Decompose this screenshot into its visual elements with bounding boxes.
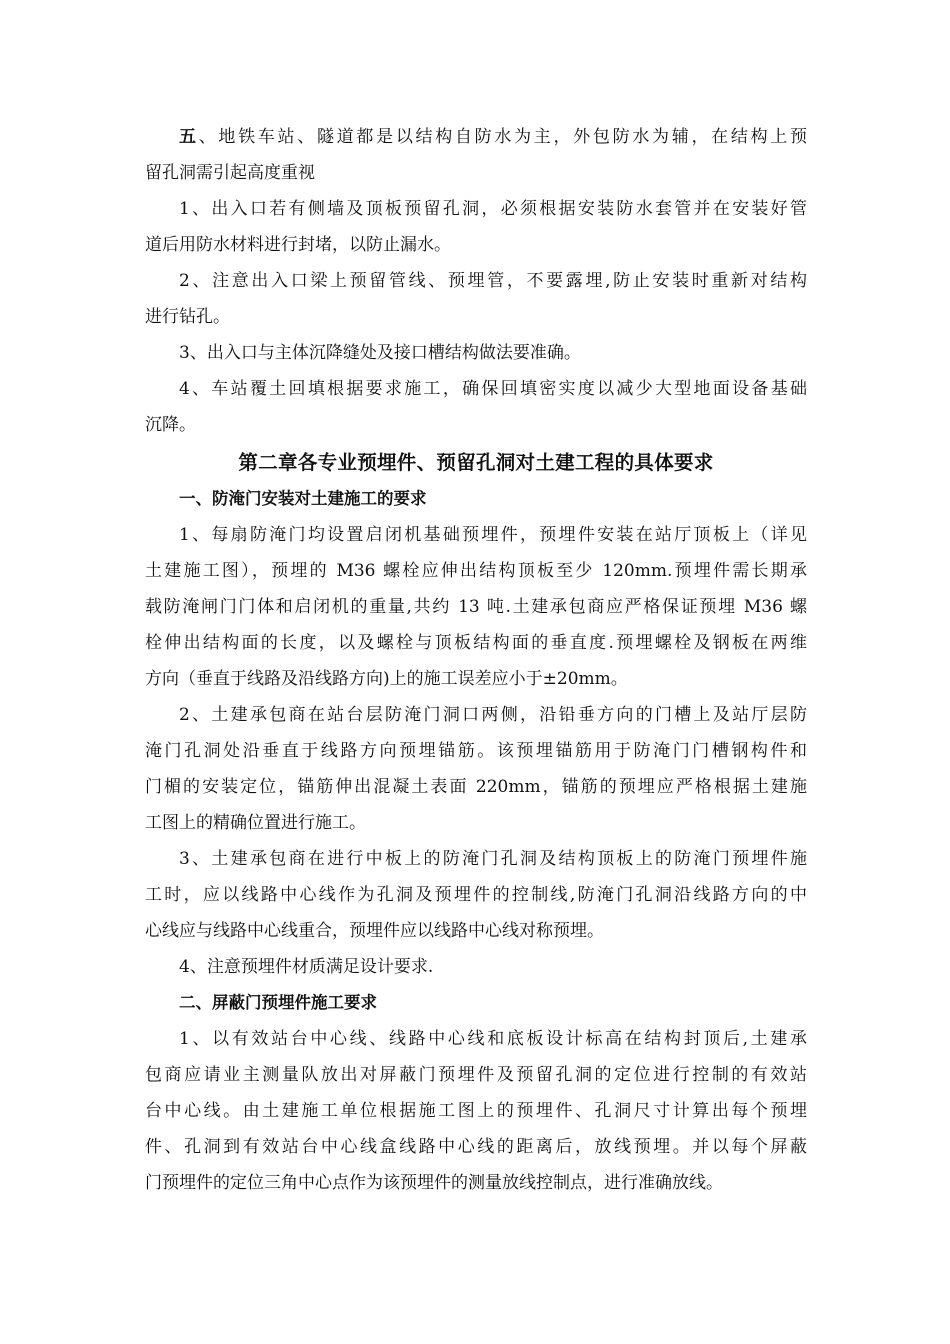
paragraph-line: 4、车站覆土回填根据要求施工，确保回填密实度以减少大型地面设备基础 (179, 379, 807, 399)
paragraph-5 (145, 119, 807, 191)
paragraph-line: 土建施工图），预埋的 M36 螺栓应伸出结构顶板至少 120mm.预埋件需长期承 (145, 561, 807, 581)
paragraph-line: 件、孔洞到有效站台中心线盒线路中心线的距离后，放线预埋。并以每个屏蔽 (145, 1137, 807, 1157)
paragraph-line: 门楣的安装定位，锚筋伸出混凝土表面 220mm，锚筋的预埋应严格根据土建施 (145, 777, 807, 797)
paragraph-line: 载防淹闸门门体和启闭机的重量,共约 13 吨.土建承包商应严格保证预埋 M36 螺 (145, 597, 807, 617)
paragraph-line: 台中心线。由土建施工单位根据施工图上的预埋件、孔洞尺寸计算出每个预埋 (145, 1101, 807, 1121)
paragraph-line: 道后用防水材料进行封堵，以防止漏水。 (145, 235, 451, 255)
paragraph-line: 2、注意出入口梁上预留管线、预埋管，不要露埋,防止安装时重新对结构 (179, 271, 807, 291)
section-1-paragraph-2 (145, 697, 807, 841)
paragraph-5-4 (145, 371, 807, 443)
paragraph-line: 1、出入口若有侧墙及顶板预留孔洞，必须根据安装防水套管并在安装好管 (179, 199, 807, 219)
paragraph-5-3 (145, 335, 807, 371)
paragraph-line: 门预埋件的定位三角中心点作为该预埋件的测量放线控制点，进行准确放线。 (145, 1173, 723, 1193)
section-1-paragraph-1 (145, 517, 807, 697)
paragraph-line: 心线应与线路中心线重合，预埋件应以线路中心线对称预埋。 (145, 921, 604, 941)
paragraph-line: 4、注意预埋件材质满足设计要求. (179, 957, 434, 977)
document-body (145, 119, 807, 1201)
section-2-paragraph-1 (145, 1021, 807, 1201)
section-1-paragraph-3 (145, 841, 807, 949)
paragraph-line: 3、土建承包商在进行中板上的防淹门孔洞及结构顶板上的防淹门预埋件施 (179, 849, 807, 869)
paragraph-line: 进行钻孔。 (145, 307, 230, 327)
section-1-paragraph-4 (145, 949, 807, 985)
paragraph-line: 2、土建承包商在站台层防淹门洞口两侧，沿铅垂方向的门槽上及站厅层防 (179, 705, 807, 725)
paragraph-line: 淹门孔洞处沿垂直于线路方向预埋锚筋。该预埋锚筋用于防淹门门槽钢构件和 (145, 741, 807, 761)
paragraph-line: 包商应请业主测量队放出对屏蔽门预埋件及预留孔洞的定位进行控制的有效站 (145, 1065, 807, 1085)
paragraph-line: 沉降。 (145, 415, 196, 435)
paragraph-5-number: 五 (179, 127, 199, 147)
paragraph-line: 栓伸出结构面的长度，以及螺栓与顶板结构面的垂直度.预埋螺栓及钢板在两维 (145, 633, 807, 653)
paragraph-line: 方向（垂直于线路及沿线路方向)上的施工误差应小于±20mm。 (145, 669, 628, 689)
paragraph-line: 留孔洞需引起高度重视 (145, 163, 315, 183)
paragraph-5-1 (145, 191, 807, 263)
paragraph-line: 1、每扇防淹门均设置启闭机基础预埋件，预埋件安装在站厅顶板上（详见 (179, 525, 807, 545)
paragraph-5-2 (145, 263, 807, 335)
section-2-title: 二、屏蔽门预埋件施工要求 (179, 993, 377, 1012)
paragraph-line: 3、出入口与主体沉降缝处及接口槽结构做法要准确。 (179, 343, 581, 363)
chapter-title: 第二章各专业预埋件、预留孔洞对土建工程的具体要求 (238, 451, 714, 474)
section-1-title: 一、防淹门安装对土建施工的要求 (179, 489, 427, 508)
paragraph-line: 工图上的精确位置进行施工。 (145, 813, 366, 833)
paragraph-line: 工时，应以线路中心线作为孔洞及预埋件的控制线,防淹门孔洞沿线路方向的中 (145, 885, 807, 905)
paragraph-line: 1、以有效站台中心线、线路中心线和底板设计标高在结构封顶后,土建承 (179, 1029, 807, 1049)
paragraph-line: 五、地铁车站、隧道都是以结构自防水为主，外包防水为辅，在结构上预 (179, 127, 808, 147)
